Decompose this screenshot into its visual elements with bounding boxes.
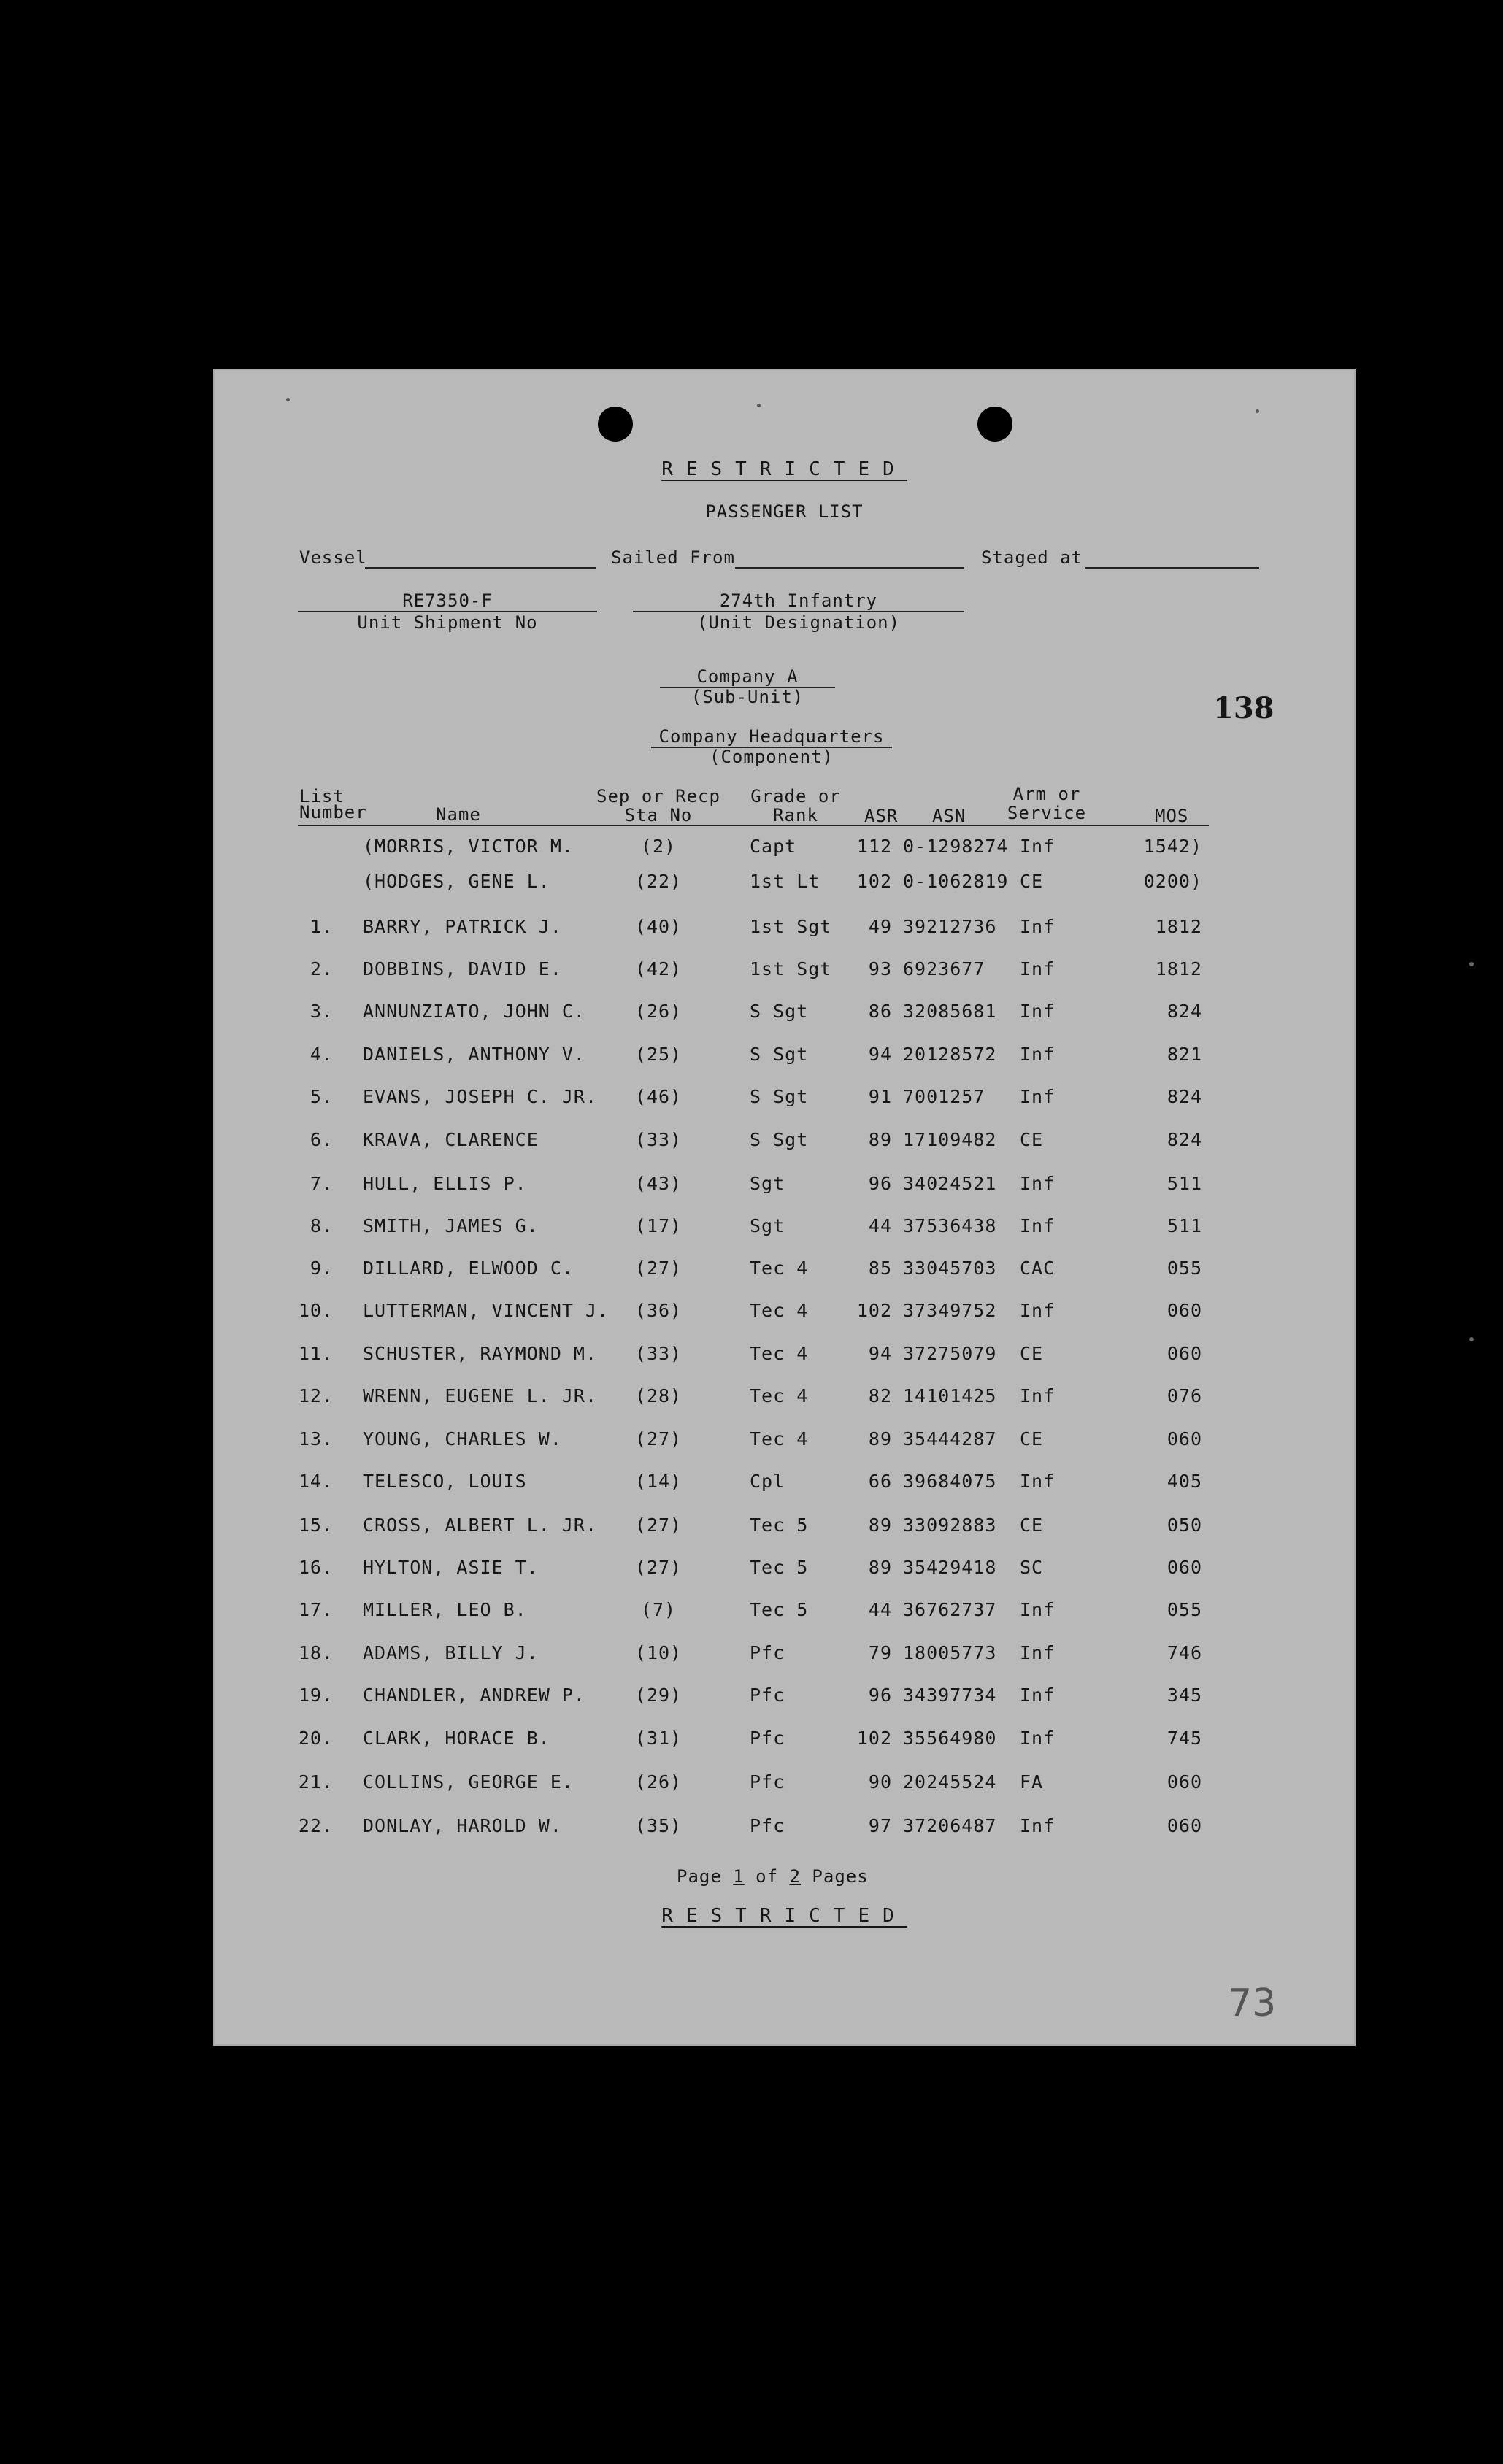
row-number: 4. [310,1044,334,1065]
row-arm-service: Inf [1020,1173,1056,1194]
row-arm-service: SC [1020,1557,1044,1578]
row-name: CROSS, ALBERT L. JR. [363,1514,598,1536]
row-asn: 35564980 [903,1728,997,1749]
row-asn: 32085681 [903,1001,997,1022]
punch-hole [977,407,1012,442]
sub-unit-label: (Sub-Unit) [691,687,804,707]
row-name: YOUNG, CHARLES W. [363,1428,562,1449]
row-arm-service: Inf [1020,1685,1056,1706]
row-asn: 33092883 [903,1514,997,1536]
row-asn: 39212736 [903,916,997,937]
page-prefix: Page [677,1866,722,1887]
row-grade: Sgt [750,1215,785,1236]
row-arm-service: Inf [1020,1642,1056,1663]
punch-hole [598,407,633,442]
row-name: COLLINS, GEORGE E. [363,1771,574,1793]
row-station: (43) [634,1173,683,1194]
restricted-header: RESTRICTED [661,458,907,480]
row-mos: 060 [1166,1771,1202,1793]
row-asn: 6923677 [903,958,985,979]
table-row [213,1599,1356,1628]
row-station: (28) [634,1385,683,1406]
vessel-label: Vessel [299,547,367,568]
table-row [213,1642,1356,1671]
row-asn: 0-1298274 [903,836,1009,857]
row-asr: 102 [856,1300,892,1321]
row-mos: 824 [1166,1086,1202,1107]
row-grade: S Sgt [750,1001,809,1022]
row-asr: 90 [868,1771,892,1793]
row-number: 18. [298,1642,334,1663]
row-arm-service: Inf [1020,958,1056,979]
table-row [213,871,1356,900]
row-arm-service: Inf [1020,1599,1056,1620]
row-name: CLARK, HORACE B. [363,1728,550,1749]
row-grade: S Sgt [750,1129,809,1150]
row-station: (31) [634,1728,683,1749]
row-name: HYLTON, ASIE T. [363,1557,539,1578]
row-asr: 89 [868,1514,892,1536]
row-asn: 34397734 [903,1685,997,1706]
speck [757,404,761,407]
row-number: 13. [298,1428,334,1449]
row-asn: 37536438 [903,1215,997,1236]
component-label: (Component) [710,747,834,767]
row-asn: 14101425 [903,1385,997,1406]
table-row [213,1728,1356,1757]
row-name: KRAVA, CLARENCE [363,1129,539,1150]
row-grade: Tec 4 [750,1428,809,1449]
row-grade: Tec 4 [750,1385,809,1406]
header-rule [298,825,1209,826]
row-name: EVANS, JOSEPH C. JR. [363,1086,598,1107]
speck [1469,1337,1474,1341]
row-asr: 85 [868,1258,892,1279]
row-name: DOBBINS, DAVID E. [363,958,562,979]
row-number: 16. [298,1557,334,1578]
row-asr: 82 [868,1385,892,1406]
row-arm-service: Inf [1020,1385,1056,1406]
row-arm-service: Inf [1020,916,1056,937]
row-grade: 1st Lt [750,871,820,892]
table-row [213,1385,1356,1414]
row-asn: 7001257 [903,1086,985,1107]
row-number: 9. [310,1258,334,1279]
row-asn: 37349752 [903,1300,997,1321]
table-row [213,1300,1356,1329]
row-grade: Tec 4 [750,1343,809,1364]
row-asr: 66 [868,1471,892,1492]
table-row [213,1086,1356,1115]
speck [1256,409,1259,413]
row-number: 22. [298,1815,334,1836]
col-asr: ASR [864,806,899,826]
component-value: Company Headquarters [658,726,885,747]
col-name: Name [436,804,481,825]
table-row [213,1215,1356,1244]
row-name: SCHUSTER, RAYMOND M. [363,1343,598,1364]
staged-at-line [1085,567,1259,569]
row-mos: 060 [1166,1815,1202,1836]
sailed-from-line [735,567,964,569]
row-arm-service: Inf [1020,836,1056,857]
row-asr: 79 [868,1642,892,1663]
row-arm-service: Inf [1020,1086,1056,1107]
row-asr: 44 [868,1599,892,1620]
row-number: 15. [298,1514,334,1536]
row-asr: 89 [868,1129,892,1150]
row-station: (36) [634,1300,683,1321]
row-asr: 89 [868,1428,892,1449]
row-number: 14. [298,1471,334,1492]
row-name: DILLARD, ELWOOD C. [363,1258,574,1279]
staged-at-label: Staged at [981,547,1083,568]
row-mos: 746 [1166,1642,1202,1663]
row-mos: 050 [1166,1514,1202,1536]
row-asn: 33045703 [903,1258,997,1279]
row-station: (17) [634,1215,683,1236]
row-station: (33) [634,1343,683,1364]
table-row [213,916,1356,945]
row-number: 11. [298,1343,334,1364]
row-grade: Pfc [750,1685,785,1706]
row-number: 20. [298,1728,334,1749]
row-name: WRENN, EUGENE L. JR. [363,1385,598,1406]
row-arm-service: CE [1020,1343,1044,1364]
row-station: (27) [634,1557,683,1578]
row-station: (7) [640,1599,677,1620]
row-grade: Tec 5 [750,1599,809,1620]
unit-designation-label: (Unit Designation) [696,612,901,633]
table-row [213,1815,1356,1844]
row-grade: Capt [750,836,797,857]
row-station: (2) [640,836,677,857]
sailed-from-label: Sailed From [611,547,735,568]
row-station: (22) [634,871,683,892]
row-name: DANIELS, ANTHONY V. [363,1044,585,1065]
row-name: MILLER, LEO B. [363,1599,527,1620]
row-grade: Tec 5 [750,1514,809,1536]
row-grade: Tec 4 [750,1300,809,1321]
row-asr: 102 [856,871,892,892]
row-station: (27) [634,1258,683,1279]
row-asn: 37206487 [903,1815,997,1836]
row-asn: 37275079 [903,1343,997,1364]
row-grade: Pfc [750,1728,785,1749]
vessel-line [365,567,596,569]
row-number: 12. [298,1385,334,1406]
unit-designation-value: 274th Infantry [719,590,878,611]
row-mos: 060 [1166,1343,1202,1364]
row-name: SMITH, JAMES G. [363,1215,539,1236]
table-row [213,1514,1356,1544]
unit-shipment-value: RE7350-F [402,590,493,611]
row-grade: Tec 5 [750,1557,809,1578]
row-mos: 1542) [1143,836,1202,857]
row-mos: 1812 [1155,916,1202,937]
restricted-footer: RESTRICTED [661,1905,907,1927]
row-name: (HODGES, GENE L. [363,871,550,892]
document-page [213,369,1356,2046]
row-number: 19. [298,1685,334,1706]
row-number: 3. [310,1001,334,1022]
row-asr: 96 [868,1173,892,1194]
row-station: (10) [634,1642,683,1663]
row-asr: 97 [868,1815,892,1836]
row-arm-service: Inf [1020,1300,1056,1321]
row-grade: Sgt [750,1173,785,1194]
row-arm-service: Inf [1020,1001,1056,1022]
row-number: 8. [310,1215,334,1236]
row-arm-service: CE [1020,1514,1044,1536]
row-mos: 745 [1166,1728,1202,1749]
table-row [213,1343,1356,1372]
row-arm-service: CE [1020,871,1044,892]
table-row [213,1471,1356,1500]
row-mos: 511 [1166,1173,1202,1194]
row-number: 21. [298,1771,334,1793]
speck [286,398,290,401]
row-asr: 96 [868,1685,892,1706]
row-mos: 405 [1166,1471,1202,1492]
row-arm-service: Inf [1020,1471,1056,1492]
row-asr: 91 [868,1086,892,1107]
table-row [213,1557,1356,1586]
row-mos: 055 [1166,1258,1202,1279]
row-number: 7. [310,1173,334,1194]
row-mos: 060 [1166,1557,1202,1578]
table-row [213,1001,1356,1030]
row-mos: 511 [1166,1215,1202,1236]
row-arm-service: CE [1020,1129,1044,1150]
table-row [213,1685,1356,1714]
row-station: (33) [634,1129,683,1150]
row-name: CHANDLER, ANDREW P. [363,1685,585,1706]
row-mos: 345 [1166,1685,1202,1706]
row-station: (46) [634,1086,683,1107]
row-asn: 17109482 [903,1129,997,1150]
row-name: ANNUNZIATO, JOHN C. [363,1001,585,1022]
row-asn: 35444287 [903,1428,997,1449]
row-name: HULL, ELLIS P. [363,1173,527,1194]
page-current: 1 [733,1866,745,1887]
row-station: (26) [634,1771,683,1793]
row-number: 6. [310,1129,334,1150]
row-asr: 94 [868,1044,892,1065]
row-station: (27) [634,1428,683,1449]
col-arm-service: Arm or Service [1007,784,1087,823]
row-asr: 86 [868,1001,892,1022]
row-mos: 824 [1166,1129,1202,1150]
col-grade: Grade or Rank [750,786,841,825]
row-asr: 94 [868,1343,892,1364]
row-station: (14) [634,1471,683,1492]
page-number-stamp: 138 [1213,691,1275,725]
col-asn: ASN [932,806,966,826]
table-row [213,958,1356,987]
row-grade: Pfc [750,1642,785,1663]
row-name: LUTTERMAN, VINCENT J. [363,1300,610,1321]
row-number: 5. [310,1086,334,1107]
row-asn: 34024521 [903,1173,997,1194]
row-asn: 18005773 [903,1642,997,1663]
row-asr: 102 [856,1728,892,1749]
row-station: (42) [634,958,683,979]
row-mos: 1812 [1155,958,1202,979]
row-name: BARRY, PATRICK J. [363,916,562,937]
speck [1469,962,1474,966]
row-asn: 35429418 [903,1557,997,1578]
row-mos: 060 [1166,1300,1202,1321]
sub-unit-value: Company A [696,666,799,687]
row-station: (26) [634,1001,683,1022]
col-mos: MOS [1155,806,1189,826]
row-mos: 821 [1166,1044,1202,1065]
row-mos: 055 [1166,1599,1202,1620]
table-row [213,1129,1356,1158]
unit-shipment-label: Unit Shipment No [357,612,538,633]
col-list-number: List Number [299,786,367,823]
row-asr: 89 [868,1557,892,1578]
row-number: 1. [310,916,334,937]
row-arm-service: Inf [1020,1815,1056,1836]
row-station: (25) [634,1044,683,1065]
page-suffix: Pages [812,1866,869,1887]
table-row [213,1428,1356,1458]
table-row [213,1044,1356,1073]
row-name: (MORRIS, VICTOR M. [363,836,574,857]
row-number: 2. [310,958,334,979]
row-grade: Pfc [750,1815,785,1836]
row-asn: 20128572 [903,1044,997,1065]
page-count [677,1866,869,1887]
row-name: TELESCO, LOUIS [363,1471,527,1492]
row-number: 17. [298,1599,334,1620]
row-mos: 060 [1166,1428,1202,1449]
row-grade: S Sgt [750,1044,809,1065]
row-asr: 49 [868,916,892,937]
row-arm-service: Inf [1020,1215,1056,1236]
row-asn: 39684075 [903,1471,997,1492]
row-station: (35) [634,1815,683,1836]
table-row [213,836,1356,865]
row-asr: 44 [868,1215,892,1236]
row-grade: Pfc [750,1771,785,1793]
row-arm-service: Inf [1020,1728,1056,1749]
table-row [213,1173,1356,1202]
document-title: PASSENGER LIST [705,501,864,522]
row-asn: 20245524 [903,1771,997,1793]
row-station: (29) [634,1685,683,1706]
row-grade: Tec 4 [750,1258,809,1279]
row-asr: 93 [868,958,892,979]
row-mos: 076 [1166,1385,1202,1406]
row-mos: 0200) [1143,871,1202,892]
row-asn: 36762737 [903,1599,997,1620]
row-asr: 112 [856,836,892,857]
row-grade: S Sgt [750,1086,809,1107]
row-arm-service: FA [1020,1771,1044,1793]
col-sep-recp: Sep or Recp Sta No [596,786,720,825]
row-grade: Cpl [750,1471,785,1492]
page-total: 2 [789,1866,801,1887]
row-grade: 1st Sgt [750,958,832,979]
table-row [213,1258,1356,1287]
row-station: (27) [634,1514,683,1536]
row-grade: 1st Sgt [750,916,832,937]
row-asn: 0-1062819 [903,871,1009,892]
row-station: (40) [634,916,683,937]
table-row [213,1771,1356,1801]
page-of: of [756,1866,779,1887]
row-number: 10. [298,1300,334,1321]
row-arm-service: Inf [1020,1044,1056,1065]
row-name: ADAMS, BILLY J. [363,1642,539,1663]
row-mos: 824 [1166,1001,1202,1022]
row-name: DONLAY, HAROLD W. [363,1815,562,1836]
row-arm-service: CAC [1020,1258,1056,1279]
pencil-note: 73 [1228,1982,1277,2025]
row-arm-service: CE [1020,1428,1044,1449]
